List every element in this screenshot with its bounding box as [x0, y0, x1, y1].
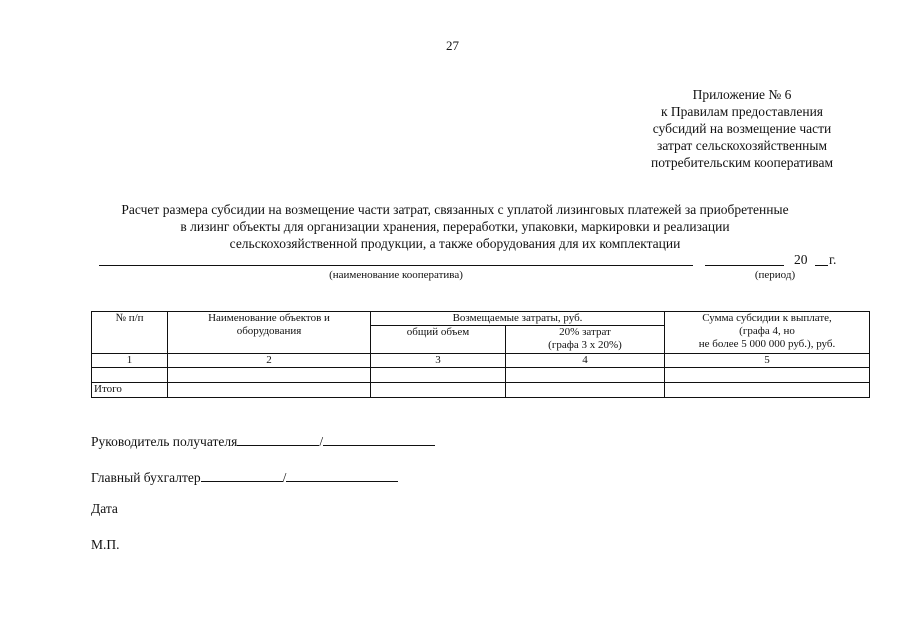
- header-total-volume: общий объем: [371, 326, 506, 354]
- document-title: [40, 201, 870, 252]
- column-number: 5: [665, 354, 870, 368]
- subsidy-table: [91, 311, 870, 398]
- stamp-label: М.П.: [91, 537, 120, 552]
- header-object-name: Наименование объектов и оборудования: [168, 312, 371, 354]
- appendix-line: затрат сельскохозяйственным: [656, 138, 828, 153]
- slash: /: [282, 470, 287, 485]
- date-label: Дата: [91, 501, 118, 516]
- table-cell[interactable]: [168, 383, 371, 398]
- header-reimbursed-costs: Возмещаемые затраты, руб.: [371, 312, 665, 326]
- table-cell[interactable]: [371, 368, 506, 383]
- appendix-line: к Правилам предоставления: [660, 104, 824, 119]
- period-caption: (период): [754, 269, 796, 281]
- title-line: Расчет размера субсидии на возмещение части затрат, связанных с уплатой лизинговых платежей за приобретенные: [121, 202, 789, 217]
- appendix-line: субсидий на возмещение части: [652, 121, 832, 136]
- year-field[interactable]: [815, 265, 828, 266]
- column-number: 1: [92, 354, 168, 368]
- table-cell[interactable]: [92, 368, 168, 383]
- header-twenty-percent: 20% затрат (графа 3 х 20%): [506, 326, 665, 354]
- total-row: [92, 383, 870, 398]
- slash: /: [319, 434, 324, 449]
- table-row: [92, 368, 870, 383]
- accountant-name-field[interactable]: [286, 468, 398, 482]
- head-label: Руководитель получателя: [91, 434, 238, 449]
- header-number: № п/п: [92, 312, 168, 354]
- column-number: 3: [371, 354, 506, 368]
- table-cell[interactable]: [665, 368, 870, 383]
- page-number: 27: [446, 38, 459, 53]
- appendix-line: Приложение № 6: [692, 87, 792, 102]
- total-label: Итого: [92, 383, 168, 398]
- head-signature-line: [91, 432, 435, 450]
- column-number: 2: [168, 354, 371, 368]
- table-cell[interactable]: [168, 368, 371, 383]
- appendix-header: [560, 86, 905, 171]
- header-subsidy-amount: Сумма субсидии к выплате, (графа 4, но не более 5 000 000 руб.), руб.: [665, 312, 870, 354]
- table-cell[interactable]: [371, 383, 506, 398]
- table-cell[interactable]: [506, 368, 665, 383]
- table-cell[interactable]: [665, 383, 870, 398]
- title-line: сельскохозяйственной продукции, а также оборудования для их комплектации: [229, 236, 681, 251]
- year-prefix: 20: [794, 252, 808, 267]
- title-line: в лизинг объекты для организации хранения, переработки, упаковки, маркировки и реализации: [180, 219, 730, 234]
- column-number: 4: [506, 354, 665, 368]
- cooperative-caption: (наименование кооператива): [329, 269, 463, 281]
- column-numbers-row: [92, 354, 870, 368]
- cooperative-name-field[interactable]: [99, 265, 693, 266]
- accountant-signature-line: [91, 468, 398, 486]
- appendix-line: потребительским кооперативам: [650, 155, 833, 170]
- head-signature-field[interactable]: [237, 432, 319, 446]
- table-cell[interactable]: [506, 383, 665, 398]
- period-field[interactable]: [705, 265, 784, 266]
- year-suffix: г.: [829, 252, 837, 267]
- accountant-signature-field[interactable]: [201, 468, 283, 482]
- accountant-label: Главный бухгалтер: [91, 470, 201, 485]
- head-name-field[interactable]: [323, 432, 435, 446]
